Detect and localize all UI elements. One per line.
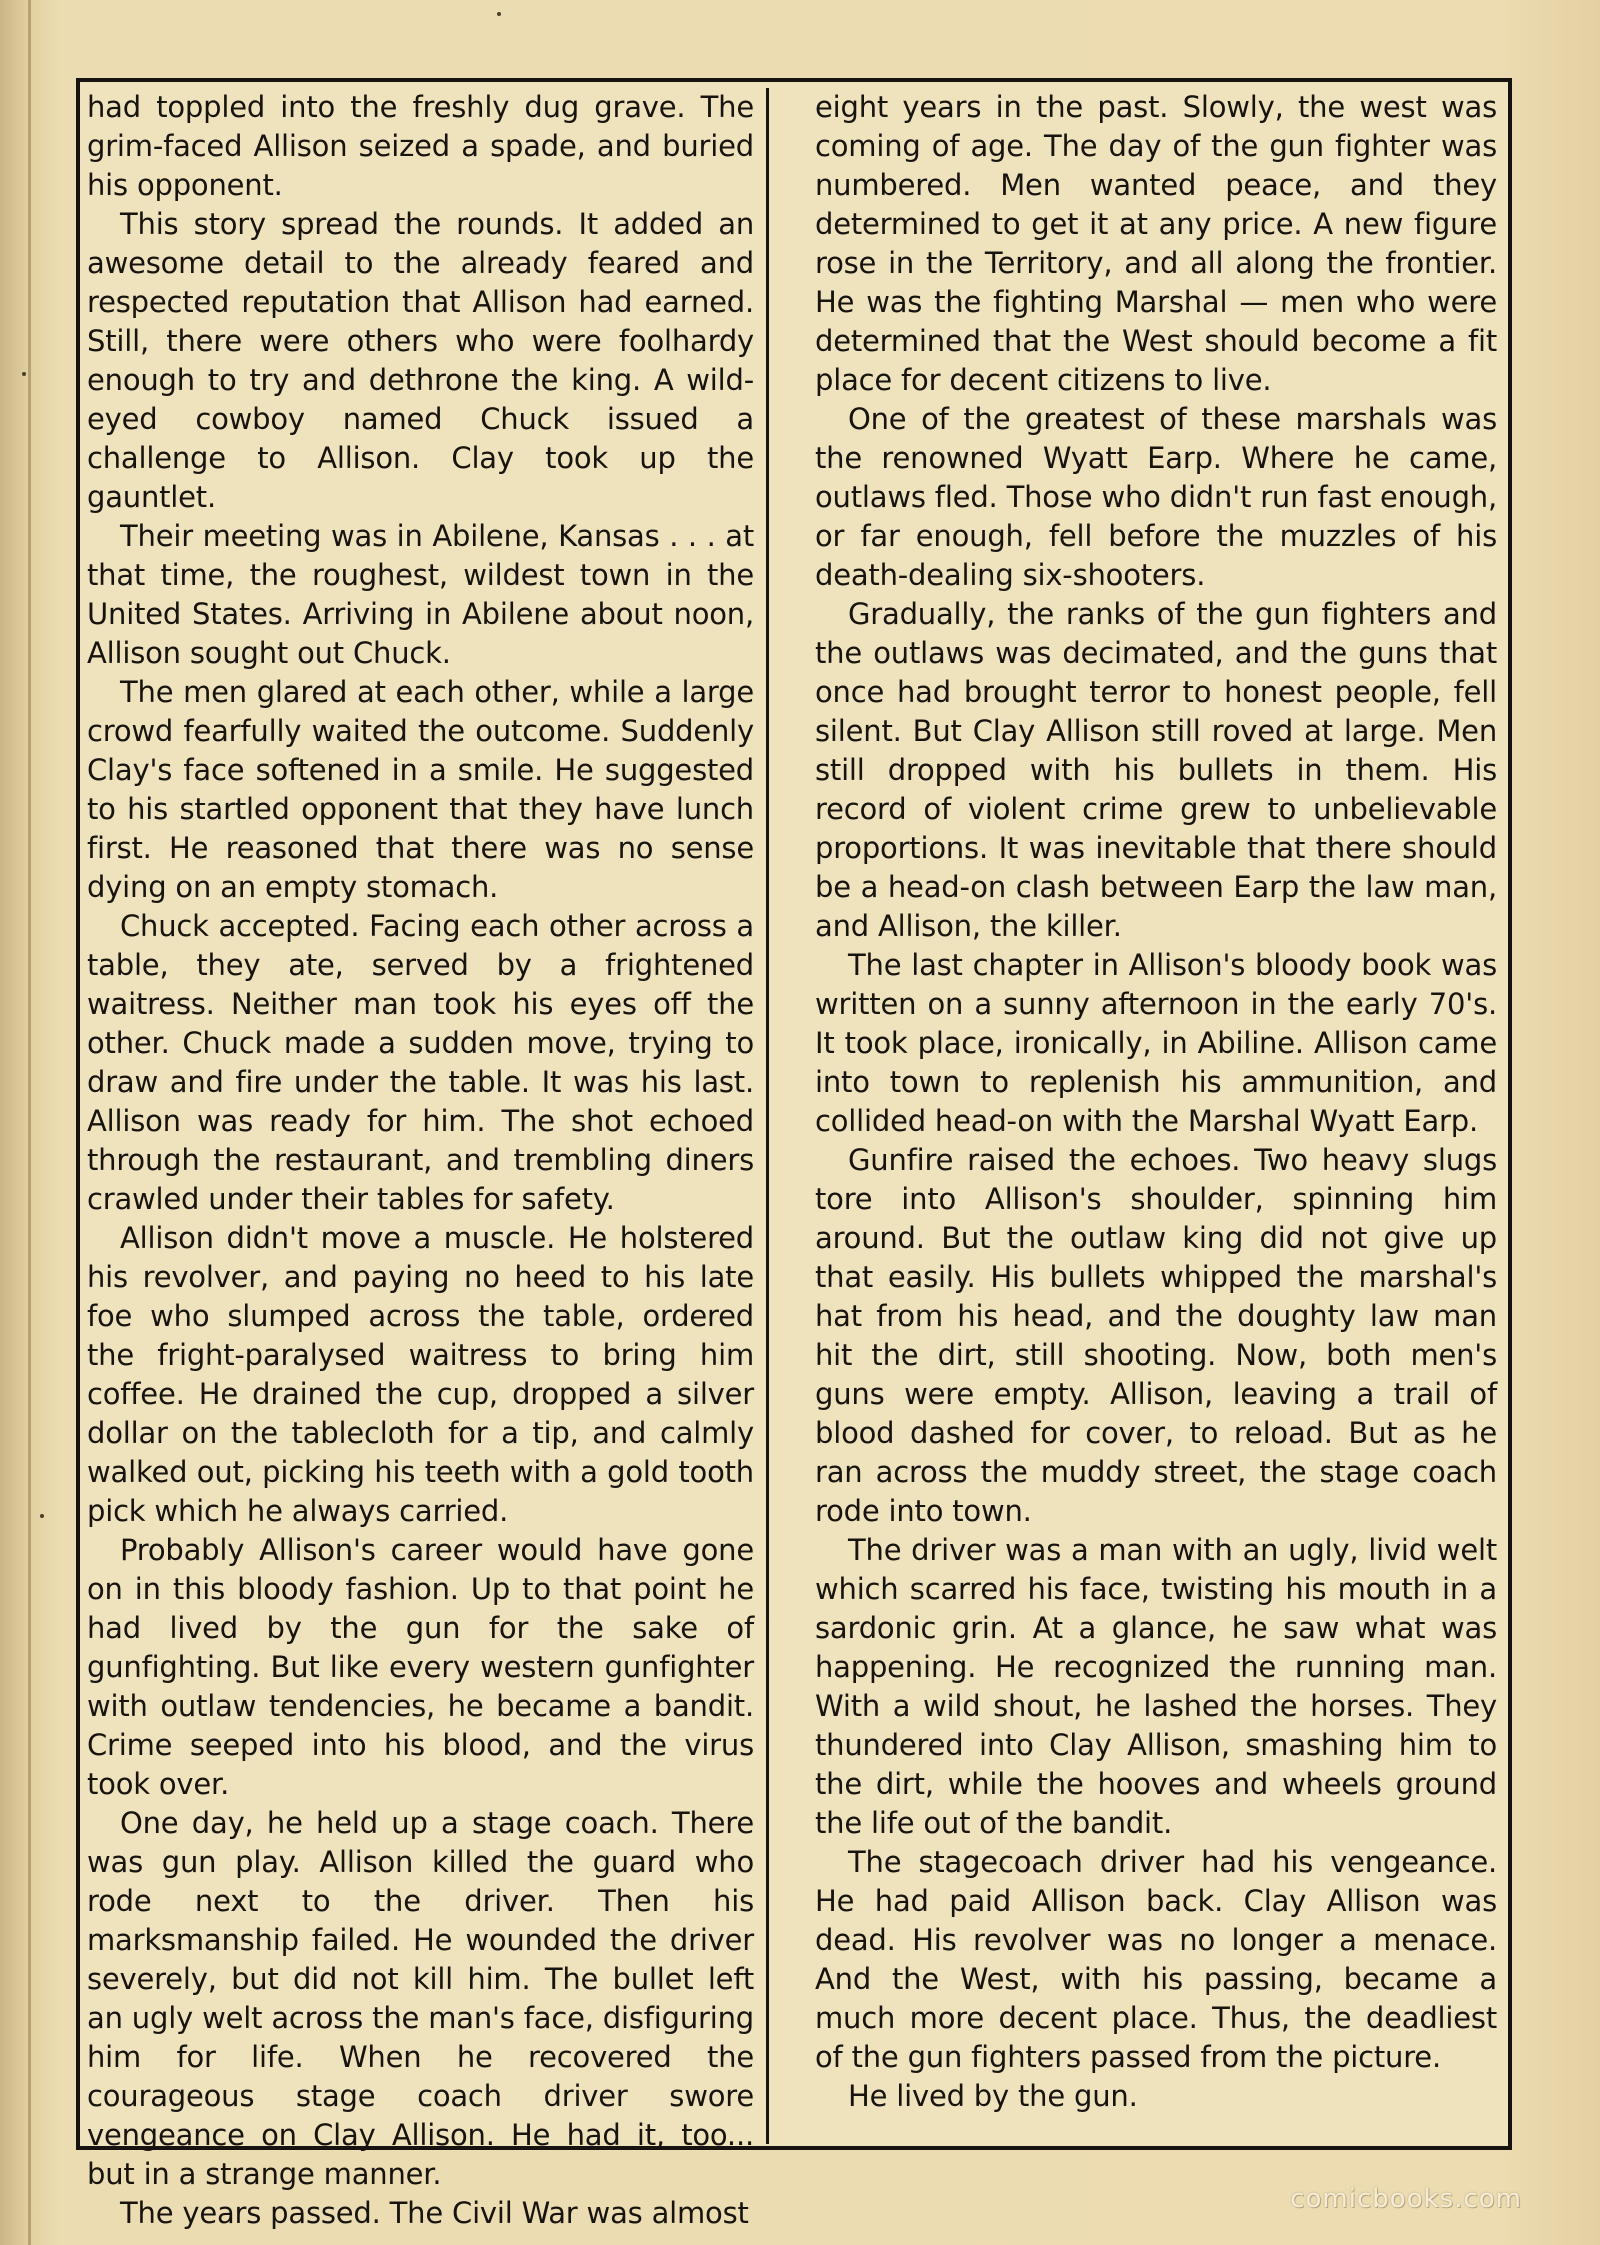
paragraph: The driver was a man with an ugly, livid welt which scarred his face, twisting his mouth in a sardonic grin. At a glance, he saw what was happening. He recognized the running man. With a wild shout, he lashed the horses. They thundered into Clay Allison, smashing him to the dirt, while the hooves and wheels ground the life out of the bandit. [815,1533,1497,1840]
paper-speck [22,372,26,376]
page-spine-line [28,0,31,2245]
left-column [87,88,769,2230]
paragraph: The stagecoach driver had his vengeance. He had paid Allison back. Clay Allison was dead. His revolver was no longer a menace. And the West, with his passing, became a much more decent place. Thus, the deadliest of the gun fighters passed from the picture. [815,1845,1497,2074]
right-column [815,88,1497,2116]
paragraph: This story spread the rounds. It added an awesome detail to the already feared and respected reputation that Allison had earned. Still, there were others who were foolhardy enough to try and dethrone the king. A wild-eyed cowboy named Chuck issued a challenge to Allison. Clay took up the gauntlet. [87,207,754,514]
paper-speck [497,12,501,16]
paper-speck [40,1514,44,1518]
paragraph: had toppled into the freshly dug grave. The grim-faced Allison seized a spade, and buried his opponent. [87,90,754,202]
paragraph: One of the greatest of these marshals was the renowned Wyatt Earp. Where he came, outlaws fled. Those who didn't run fast enough, or far enough, fell before the muzzles of his death-dealing six-shooters. [815,402,1497,592]
paragraph: Chuck accepted. Facing each other across a table, they ate, served by a frightened waitress. Neither man took his eyes off the other. Chuck made a sudden move, trying to draw and fire under the table. It was his last. Allison was ready for him. The shot echoed through the restaurant, and trembling diners crawled under their tables for safety. [87,909,754,1216]
paragraph: Probably Allison's career would have gone on in this bloody fashion. Up to that point he had lived by the gun for the sake of gunfighting. But like every western gunfighter with outlaw tendencies, he became a bandit. Crime seeped into his blood, and the virus took over. [87,1533,754,1801]
paragraph: Gradually, the ranks of the gun fighters and the outlaws was decimated, and the guns that once had brought terror to honest people, fell silent. But Clay Allison still roved at large. Men still dropped with his bullets in them. His record of violent crime grew to unbelievable proportions. It was inevitable that there should be a head-on clash between Earp the law man, and Allison, the killer. [815,597,1497,943]
paragraph: One day, he held up a stage coach. There was gun play. Allison killed the guard who rode next to the driver. Then his marksmanship failed. He wounded the driver severely, but did not kill him. The bullet left an ugly welt across the man's face, disfiguring him for life. When he recovered the courageous stage coach driver swore vengeance on Clay Allison. He had it, too... but in a strange manner. [87,1806,754,2191]
closing-line: He lived by the gun. [848,2079,1138,2113]
paragraph: eight years in the past. Slowly, the west was coming of age. The day of the gun fighter was numbered. Men wanted peace, and they determined to get it at any price. A new figure rose in the Territory, and all along the frontier. He was the fighting Marshal — men who were determined that the West should become a fit place for decent citizens to live. [815,90,1497,397]
paragraph: The years passed. The Civil War was almost [120,2196,749,2230]
paragraph: Allison didn't move a muscle. He holstered his revolver, and paying no heed to his late foe who slumped across the table, ordered the fright-paralysed waitress to bring him coffee. He drained the cup, dropped a silver dollar on the tablecloth for a tip, and calmly walked out, picking his teeth with a gold tooth pick which he always carried. [87,1221,754,1528]
watermark: comicbooks.com [1290,2184,1522,2214]
paragraph: The last chapter in Allison's bloody book was written on a sunny afternoon in the early 70's. It took place, ironically, in Abiline. Allison came into town to replenish his ammunition, and collided head-on with the Marshal Wyatt Earp. [815,948,1497,1138]
paragraph: Gunfire raised the echoes. Two heavy slugs tore into Allison's shoulder, spinning him around. But the outlaw king did not give up that easily. His bullets whipped the marshal's hat from his head, and the doughty law man hit the dirt, still shooting. Now, both men's guns were empty. Allison, leaving a trail of blood dashed for cover, to reload. But as he ran across the muddy street, the stage coach rode into town. [815,1143,1497,1528]
paragraph: Their meeting was in Abilene, Kansas . . . at that time, the roughest, wildest town in the United States. Arriving in Abilene about noon, Allison sought out Chuck. [87,519,754,670]
paragraph: The men glared at each other, while a large crowd fearfully waited the outcome. Suddenly Clay's face softened in a smile. He suggested to his startled opponent that they have lunch first. He reasoned that there was no sense dying on an empty stomach. [87,675,754,904]
